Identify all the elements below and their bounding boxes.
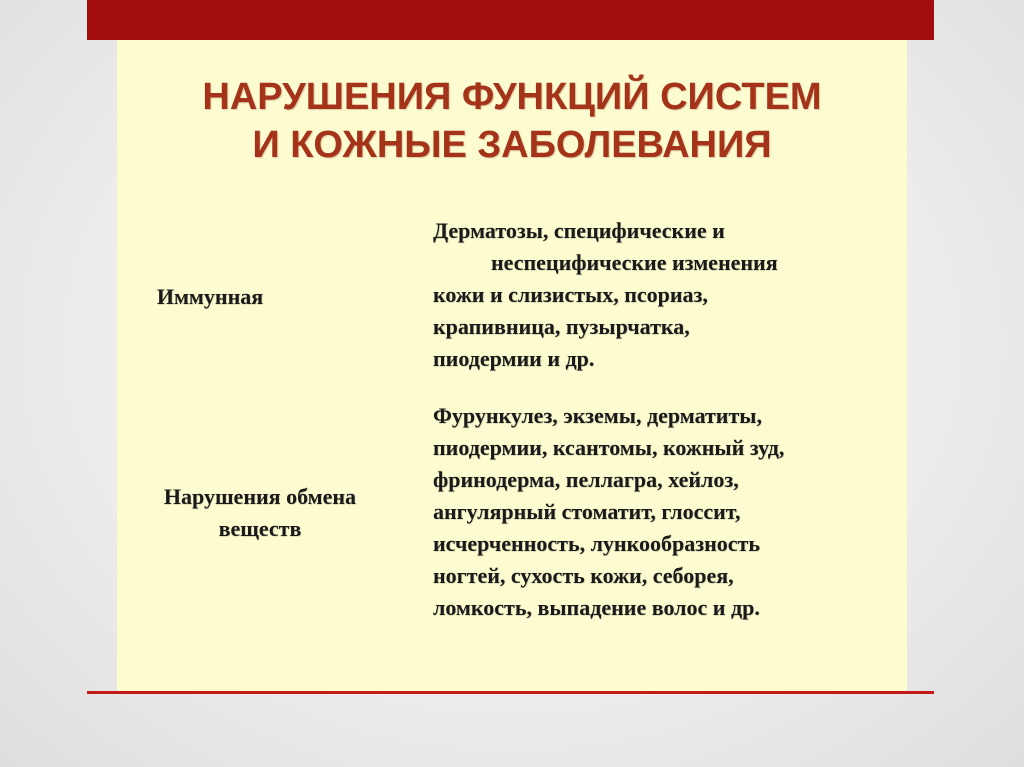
diseases-line: ломкость, выпадение волос и др. (433, 595, 760, 620)
title-line-2: И КОЖНЫЕ ЗАБОЛЕВАНИЯ (252, 124, 772, 166)
diseases-line: исчерченность, лункообразность (433, 531, 760, 556)
diseases-line: Фурункулез, экземы, дерматиты, (433, 403, 762, 428)
diseases-immune (433, 215, 778, 375)
bottom-divider-line (87, 691, 934, 694)
slide-title (117, 73, 907, 169)
diseases-line: ногтей, сухость кожи, себорея, (433, 563, 734, 588)
diseases-line: кожи и слизистых, псориаз, (433, 282, 708, 307)
diseases-line: пиодермии, ксантомы, кожный зуд, (433, 435, 785, 460)
diseases-line: крапивница, пузырчатка, (433, 314, 690, 339)
top-accent-bar (87, 0, 934, 40)
diseases-line: фринодерма, пеллагра, хейлоз, (433, 467, 739, 492)
diseases-line: Дерматозы, специфические и (433, 218, 725, 243)
diseases-metabolism (433, 400, 784, 624)
diseases-line: ангулярный стоматит, глоссит, (433, 499, 741, 524)
diseases-line: неспецифические изменения (491, 250, 778, 275)
system-label-metabolism: Нарушения обмена веществ (163, 484, 357, 541)
diseases-line: пиодермии и др. (433, 346, 595, 371)
system-label-immune: Иммунная (156, 284, 264, 309)
title-line-1: НАРУШЕНИЯ ФУНКЦИЙ СИСТЕМ (202, 76, 822, 118)
